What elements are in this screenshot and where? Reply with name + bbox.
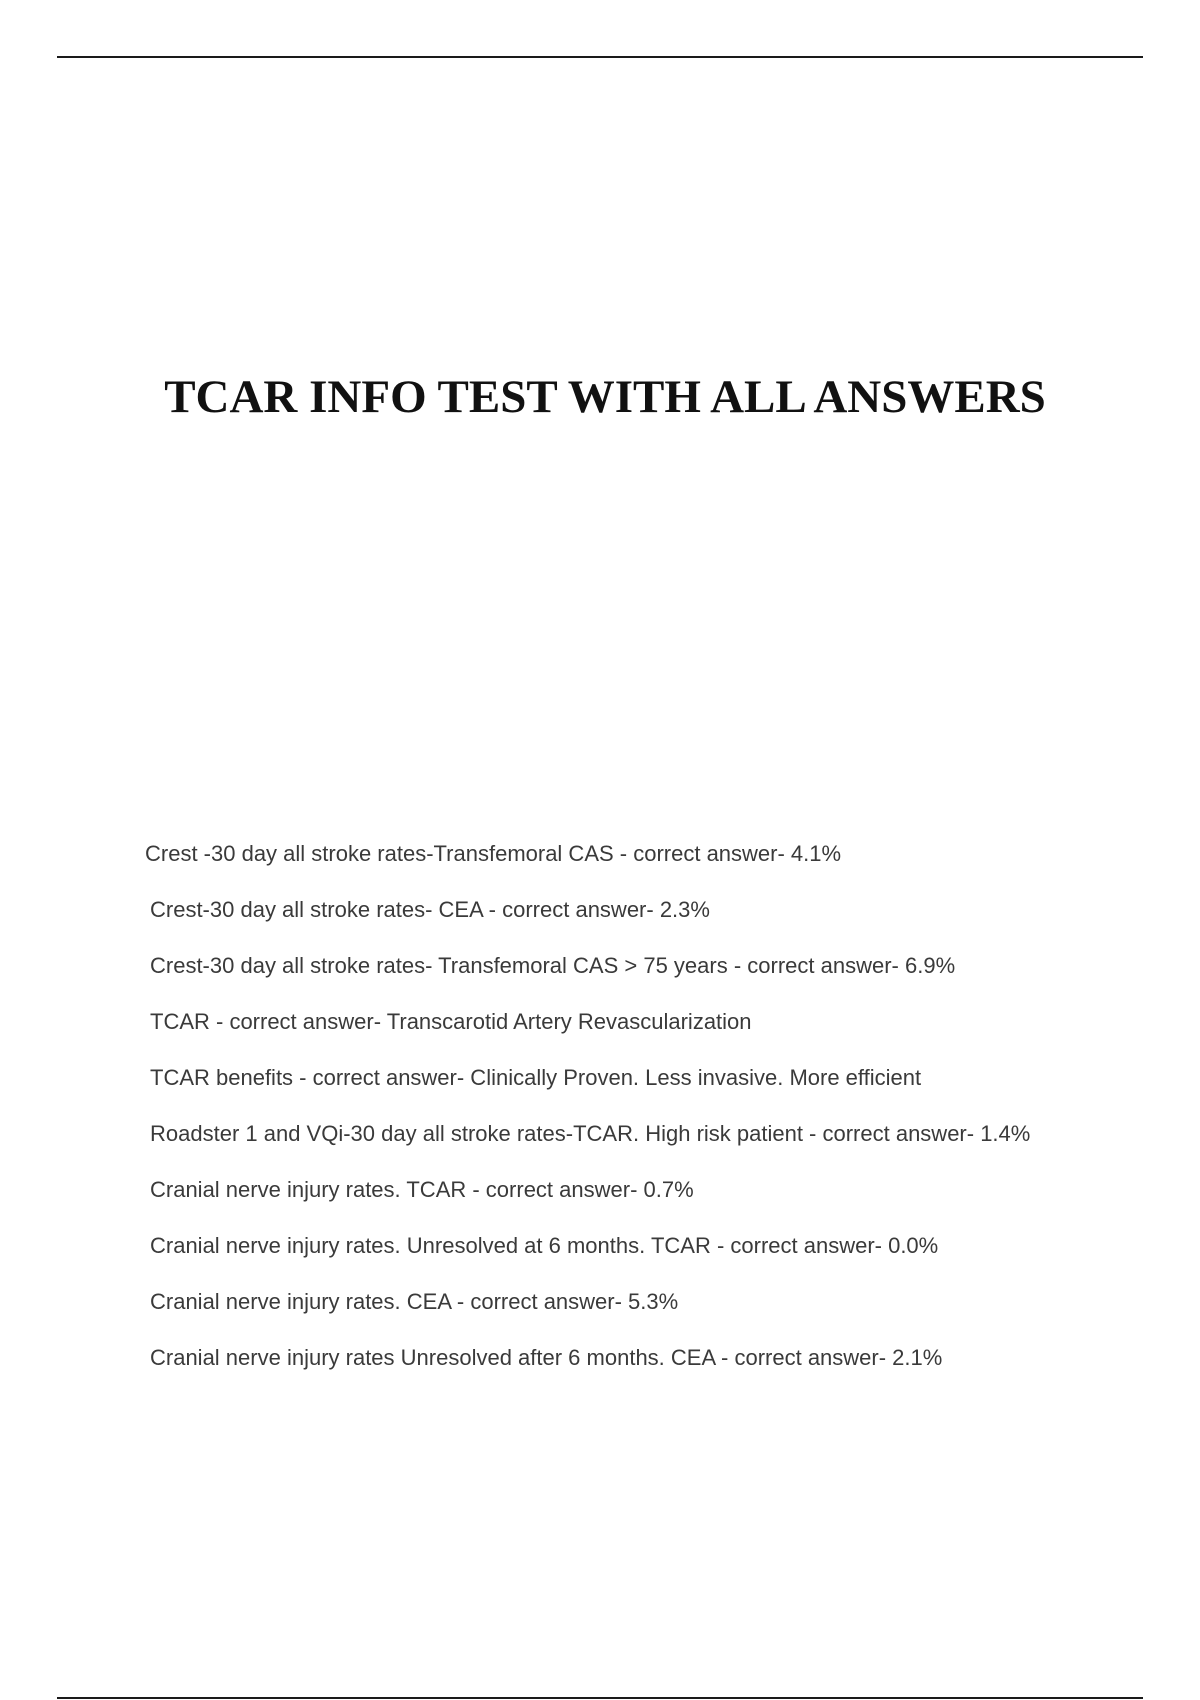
qa-item: Crest-30 day all stroke rates- CEA - correct answer- 2.3% [150,897,710,922]
qa-item: Roadster 1 and VQi-30 day all stroke rates-TCAR. High risk patient - correct answer- 1.4% [150,1121,1031,1146]
qa-item: Cranial nerve injury rates. Unresolved at 6 months. TCAR - correct answer- 0.0% [150,1233,939,1258]
header-rule [57,56,1143,58]
document-title: TCAR INFO TEST WITH ALL ANSWERS [164,371,1046,423]
footer-rule [57,1697,1143,1699]
qa-list [145,840,1050,1400]
qa-item: Crest -30 day all stroke rates-Transfemoral CAS - correct answer- 4.1% [145,841,842,866]
qa-item: TCAR benefits - correct answer- Clinically Proven. Less invasive. More efficient [150,1065,922,1090]
qa-item: Cranial nerve injury rates Unresolved after 6 months. CEA - correct answer- 2.1% [150,1345,943,1370]
qa-item: Cranial nerve injury rates. TCAR - correct answer- 0.7% [150,1177,694,1202]
qa-item: Crest-30 day all stroke rates- Transfemoral CAS > 75 years - correct answer- 6.9% [150,953,956,978]
qa-item: Cranial nerve injury rates. CEA - correct answer- 5.3% [150,1289,679,1314]
qa-item: TCAR - correct answer- Transcarotid Artery Revascularization [150,1009,752,1034]
